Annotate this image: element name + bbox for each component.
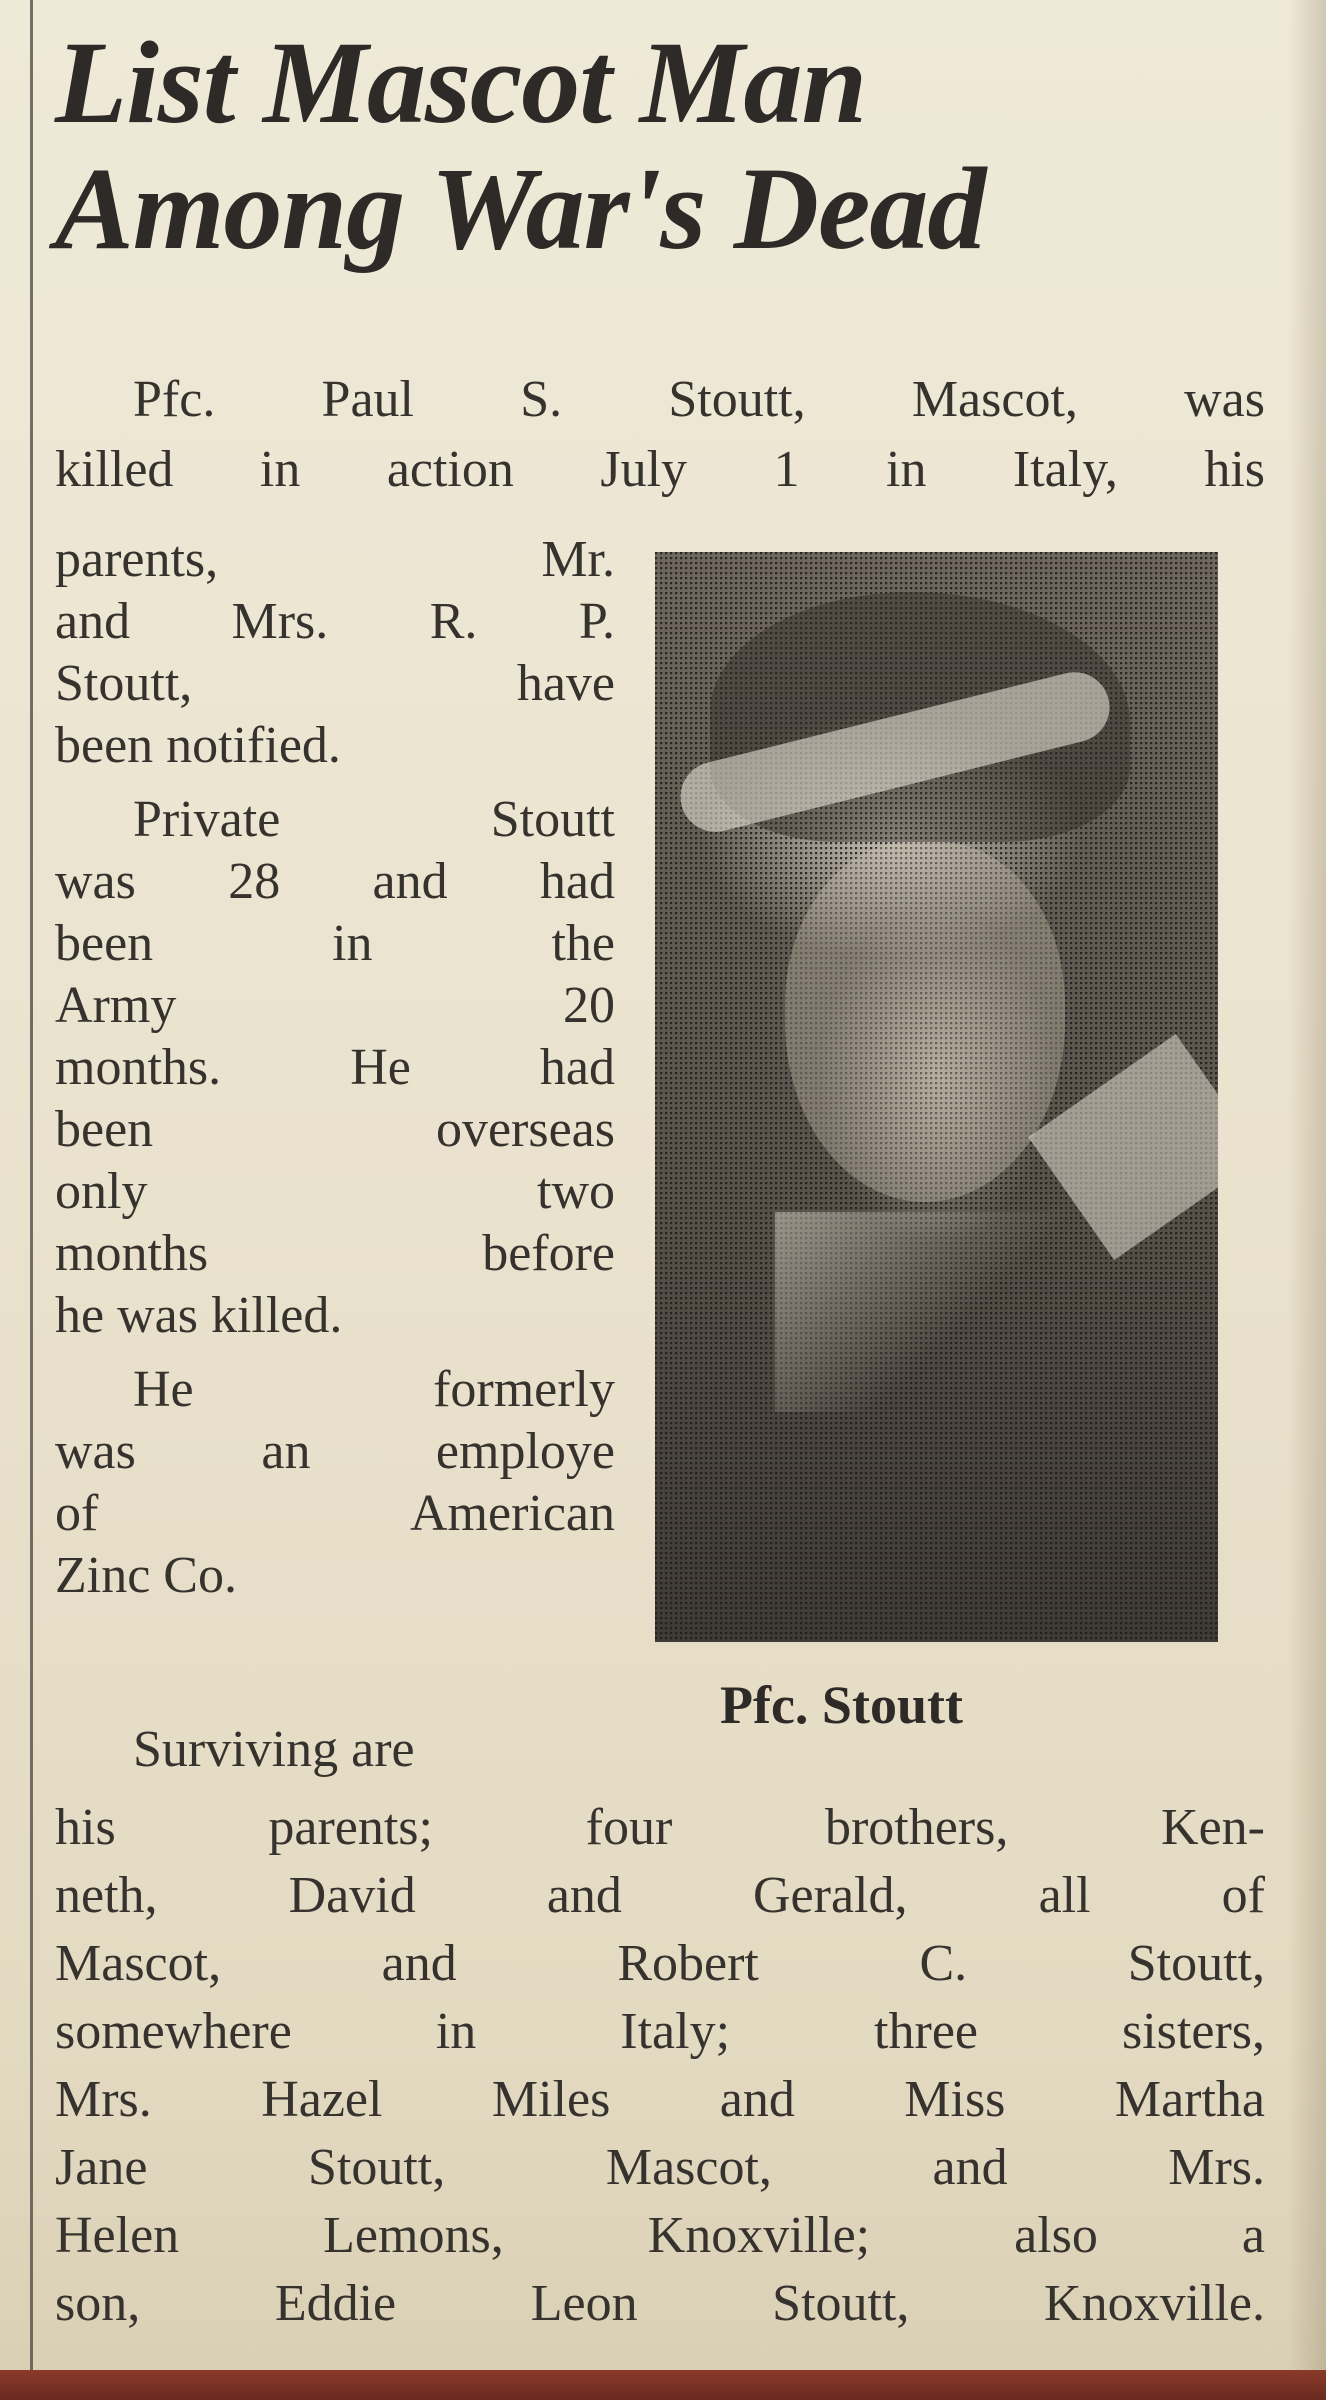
- body-line: Army 20: [55, 977, 615, 1034]
- body-line: was 28 and had: [55, 853, 615, 910]
- body-line: Stoutt, have: [55, 655, 615, 712]
- body-line: Jane Stoutt, Mascot, and Mrs.: [55, 2139, 1265, 2196]
- body-line: of American: [55, 1485, 615, 1542]
- body-line: months before: [55, 1225, 615, 1282]
- photo-face-shape: [785, 842, 1065, 1202]
- body-line: Surviving are: [133, 1721, 415, 1778]
- body-line: months. He had: [55, 1039, 615, 1096]
- body-line: Mascot, and Robert C. Stoutt,: [55, 1935, 1265, 1992]
- body-line: killed in action July 1 in Italy, his: [55, 441, 1265, 498]
- body-line: was an employe: [55, 1423, 615, 1480]
- body-line: only two: [55, 1163, 615, 1220]
- body-line: He formerly: [133, 1361, 615, 1418]
- body-line: neth, David and Gerald, all of: [55, 1867, 1265, 1924]
- headline-line-1: List Mascot Man: [55, 17, 867, 148]
- body-line: Pfc. Paul S. Stoutt, Mascot, was: [133, 371, 1265, 428]
- body-line: been notified.: [55, 717, 341, 774]
- body-line: been overseas: [55, 1101, 615, 1158]
- headline: [55, 17, 1285, 274]
- body-line: Zinc Co.: [55, 1547, 237, 1604]
- column-rule: [30, 0, 33, 2370]
- body-line: Helen Lemons, Knoxville; also a: [55, 2207, 1265, 2264]
- photo-collar-shape: [775, 1212, 1075, 1412]
- body-line: somewhere in Italy; three sisters,: [55, 2003, 1265, 2060]
- body-line: his parents; four brothers, Ken-: [55, 1799, 1265, 1856]
- headline-line-2: Among War's Dead: [55, 143, 986, 274]
- body-line: he was killed.: [55, 1287, 343, 1344]
- body-line: Mrs. Hazel Miles and Miss Martha: [55, 2071, 1265, 2128]
- paper-edge-shadow: [1288, 0, 1326, 2400]
- body-line: and Mrs. R. P.: [55, 593, 615, 650]
- body-line: been in the: [55, 915, 615, 972]
- body-line: Private Stoutt: [133, 791, 615, 848]
- soldier-portrait-photo: [655, 552, 1218, 1642]
- body-line: parents, Mr.: [55, 531, 615, 588]
- backing-board-edge: [0, 2370, 1326, 2400]
- photo-caption: Pfc. Stoutt: [720, 1675, 963, 1735]
- body-line: son, Eddie Leon Stoutt, Knoxville.: [55, 2275, 1265, 2332]
